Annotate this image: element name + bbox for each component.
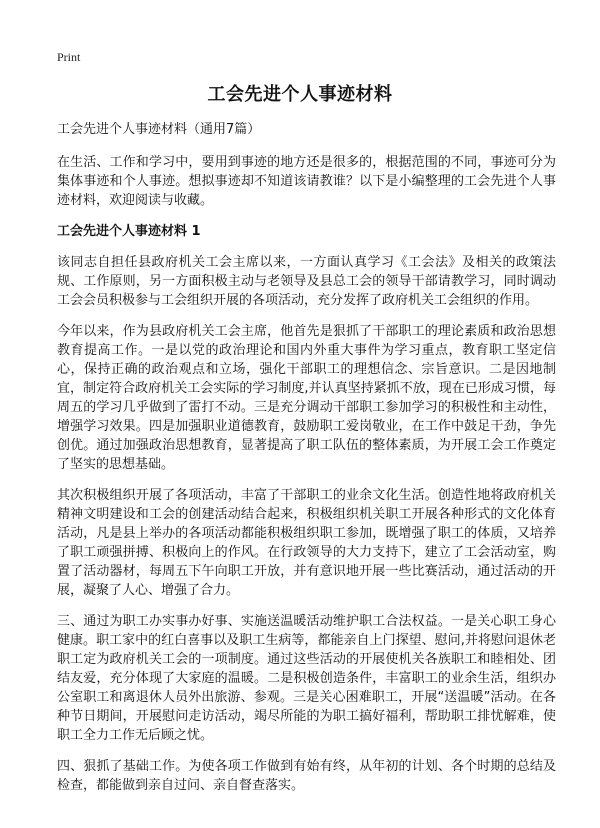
print-link[interactable]: Print: [57, 50, 81, 64]
document-subtitle: 工会先进个人事迹材料（通用7篇）: [57, 122, 261, 137]
page-title: 工会先进个人事迹材料: [207, 84, 393, 105]
body-paragraph-1: 该同志自担任县政府机关工会主席以来，一方面认真学习《工会法》及相关的政策法规、工作原则，另一方面积极主动与老领导及县总工会的领导干部请教学习，同时调动工会会员积极参与工会组织开展的各项活动，充分发挥了政府机关工会组织的作用。: [57, 255, 556, 308]
intro-paragraph: 在生活、工作和学习中，要用到事迹的地方还是很多的，根据范围的不同，事迹可分为集体事迹和个人事迹。想拟事迹却不知道该请教谁？以下是小编整理的工会先进个人事迹材料，欢迎阅读与收藏。: [57, 155, 556, 208]
section-heading: 工会先进个人事迹材料 1: [57, 224, 201, 239]
body-paragraph-3: 其次积极组织开展了各项活动，丰富了干部职工的业余文化生活。创造性地将政府机关精神文明建设和工会的创建活动结合起来，积极组织机关职工开展各种形式的文化体育活动，凡是县上举办的各项活动都能积极组织职工参加，既增强了职工的体质，又培养了职工顽强拼搏、积极向上的作风。在行政领导的大力支持下，建立了工会活动室，购置了活动器材，每周五下午向职工开放，并有意识地开展一些比赛活动，通过活动的开展，凝聚了人心、增强了合力。: [57, 488, 556, 598]
body-paragraph-4: 三、通过为职工办实事办好事、实施送温暖活动维护职工合法权益。一是关心职工身心健康。职工家中的红白喜事以及职工生病等，都能亲自上门探望、慰问,并将慰问退休老职工定为政府机关工会的一项制度。通过这些活动的开展使机关各族职工和睦相处、团结友爱，充分体现了大家庭的温暖。二是积极创造条件，丰富职工的业余生活，组织办公室职工和离退休人员外出旅游、参观。三是关心困难职工，开展“送温暖”活动。在各种节日期间，开展慰问走访活动，竭尽所能的为职工搞好福利，帮助职工排忧解难，使职工全力工作无后顾之忧。: [57, 614, 556, 743]
document-body: [57, 120, 556, 807]
body-paragraph-5: 四、狠抓了基础工作。为使各项工作做到有始有终，从年初的计划、各个时期的总结及检查，都能做到亲自过问、亲自督查落实。: [57, 759, 556, 793]
body-paragraph-2: 今年以来，作为县政府机关工会主席，他首先是狠抓了干部职工的理论素质和政治思想教育提高工作。一是以党的政治理论和国内外重大事件为学习重点，教育职工坚定信心，保持正确的政治观点和立场，强化干部职工的理想信念、宗旨意识。二是因地制宜，制定符合政府机关工会实际的学习制度,并认真坚持紧抓不放，现在已形成习惯，每周五的学习几乎做到了雷打不动。三是充分调动干部职工参加学习的积极性和主动性，增强学习效果。四是加强职业道德教育，鼓励职工爱岗敬业，在工作中鼓足干劲，争先创优。通过加强政治思想教育，显著提高了职工队伍的整体素质，为开展工会工作奠定了坚实的思想基础。: [57, 324, 556, 472]
